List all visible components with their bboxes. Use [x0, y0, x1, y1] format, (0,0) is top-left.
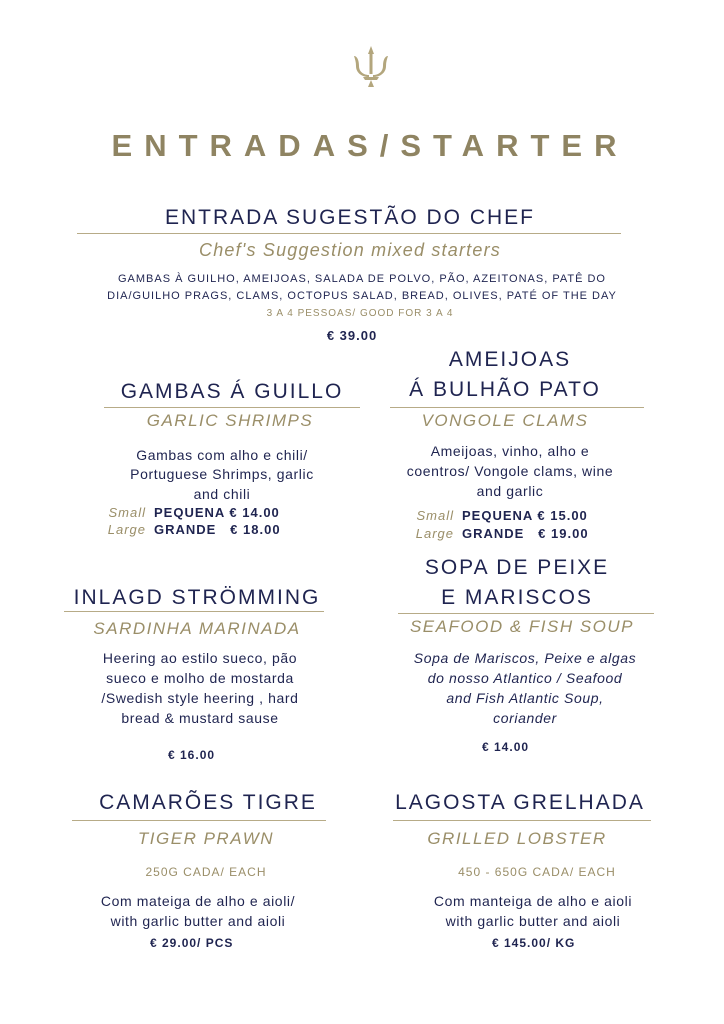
size-label: Small — [108, 505, 146, 520]
size-price: PEQUENA € 14.00 — [154, 505, 280, 520]
stromming-desc-3: /Swedish style heering , hard — [101, 690, 299, 706]
lagosta-desc-2: with garlic butter and aioli — [445, 913, 621, 929]
camaroes-title: CAMARÕES TIGRE — [99, 791, 317, 814]
ameijoas-desc-2: coentros/ Vongole clams, wine — [406, 463, 614, 479]
gambas-small-price — [100, 505, 280, 520]
divider — [72, 820, 326, 821]
lagosta-subtitle: GRILLED LOBSTER — [427, 829, 607, 848]
lagosta-weight: 450 - 650G CADA/ EACH — [458, 865, 616, 879]
chef-suggestion-desc-2: DIA/GUILHO PRAGS, CLAMS, OCTOPUS SALAD, BREAD, OLIVES, PATÉ OF THE DAY — [107, 290, 617, 302]
chef-suggestion-desc-1: GAMBAS À GUILHO, AMEIJOAS, SALADA DE POLVO, PÃO, AZEITONAS, PATÊ DO — [118, 273, 606, 285]
camaroes-desc-1: Com mateiga de alho e aioli/ — [100, 893, 296, 909]
divider — [390, 407, 644, 408]
sopa-title-2: E MARISCOS — [441, 586, 593, 609]
gambas-desc-2: Portuguese Shrimps, garlic — [130, 466, 314, 482]
camaroes-weight: 250G CADA/ EACH — [145, 865, 267, 879]
lagosta-desc-1: Com manteiga de alho e aioli — [433, 893, 633, 909]
chef-suggestion-serves: 3 A 4 PESSOAS/ GOOD FOR 3 A 4 — [266, 308, 454, 319]
divider — [398, 613, 654, 614]
sopa-desc-4: coriander — [493, 710, 557, 726]
trident-icon — [350, 44, 392, 88]
sopa-title-1: SOPA DE PEIXE — [424, 556, 610, 579]
chef-suggestion-price: € 39.00 — [326, 328, 378, 343]
stromming-desc-4: bread & mustard sause — [121, 710, 279, 726]
size-price: PEQUENA € 15.00 — [462, 508, 588, 523]
divider — [393, 820, 651, 821]
camaroes-desc-2: with garlic butter and aioli — [110, 913, 286, 929]
stromming-desc-1: Heering ao estilo sueco, pão — [102, 650, 298, 666]
camaroes-subtitle: TIGER PRAWN — [137, 829, 275, 848]
sopa-subtitle: SEAFOOD & FISH SOUP — [409, 617, 635, 636]
gambas-desc-3: and chili — [193, 486, 251, 502]
lagosta-title: LAGOSTA GRELHADA — [395, 791, 645, 814]
chef-suggestion-subtitle: Chef's Suggestion mixed starters — [199, 240, 501, 260]
ameijoas-large-price — [408, 526, 589, 541]
ameijoas-desc-3: and garlic — [476, 483, 544, 499]
stromming-desc-2: sueco e molho de mostarda — [106, 670, 294, 686]
gambas-title: GAMBAS Á GUILLO — [120, 380, 344, 403]
ameijoas-small-price — [408, 508, 588, 523]
divider — [64, 611, 324, 612]
sopa-desc-2: do nosso Atlantico / Seafood — [427, 670, 623, 686]
ameijoas-subtitle: VONGOLE CLAMS — [421, 411, 589, 430]
divider — [77, 233, 621, 234]
size-price: GRANDE € 18.00 — [154, 522, 281, 537]
stromming-title: INLAGD STRÖMMING — [73, 586, 321, 609]
stromming-price: € 16.00 — [168, 748, 216, 762]
chef-suggestion-title: ENTRADA SUGESTÃO DO CHEF — [164, 206, 536, 229]
size-label: Large — [415, 526, 454, 541]
gambas-desc-1: Gambas com alho e chili/ — [136, 447, 308, 463]
size-price: GRANDE € 19.00 — [462, 526, 589, 541]
divider — [104, 407, 360, 408]
page-title: ENTRADAS/STARTER — [111, 128, 629, 163]
gambas-large-price — [100, 522, 281, 537]
ameijoas-title-2: Á BULHÃO PATO — [409, 378, 601, 401]
sopa-desc-3: and Fish Atlantic Soup, — [446, 690, 604, 706]
size-label: Small — [416, 508, 454, 523]
ameijoas-title-1: AMEIJOAS — [448, 348, 572, 371]
stromming-subtitle: SARDINHA MARINADA — [93, 619, 301, 638]
gambas-subtitle: GARLIC SHRIMPS — [146, 411, 314, 430]
sopa-price: € 14.00 — [482, 740, 530, 754]
ameijoas-desc-1: Ameijoas, vinho, alho e — [430, 443, 590, 459]
sopa-desc-1: Sopa de Mariscos, Peixe e algas — [413, 650, 637, 666]
lagosta-price: € 145.00/ KG — [492, 936, 576, 950]
camaroes-price: € 29.00/ PCS — [150, 936, 234, 950]
size-label: Large — [107, 522, 146, 537]
